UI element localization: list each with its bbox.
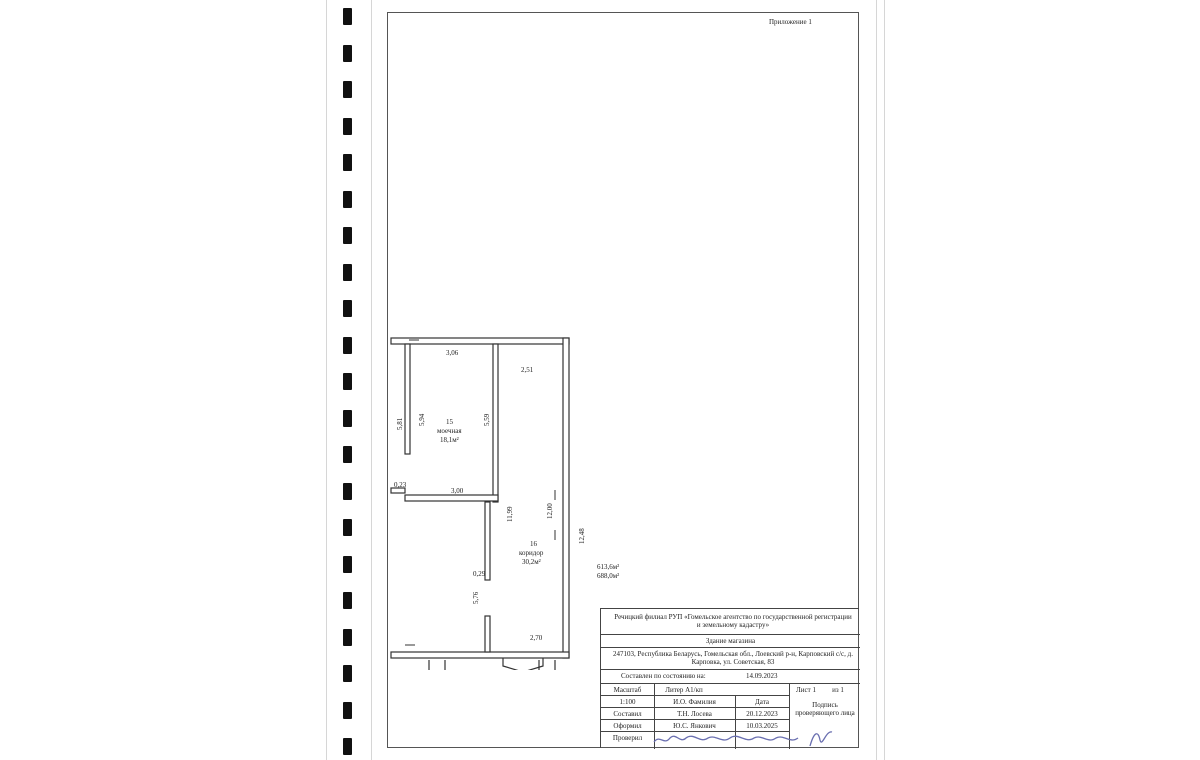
building-name: Здание магазина xyxy=(705,637,756,645)
dim-11-99: 11,99 xyxy=(506,506,514,522)
compiled-label: Составлен по состоянию на: xyxy=(621,672,706,680)
dim-5-59: 5,59 xyxy=(483,413,491,426)
room-16-number: 16 xyxy=(530,540,537,548)
scale-value: 1:100 xyxy=(619,698,636,706)
binder-ring xyxy=(343,227,352,244)
signature-header: Подпись проверяющего лица xyxy=(795,701,855,717)
dim-2-70: 2,70 xyxy=(530,634,543,642)
page-edge-line xyxy=(371,0,372,760)
binder-ring xyxy=(343,373,352,390)
date-compiled: 20.12.2023 xyxy=(746,710,778,718)
column-name-header: И.О. Фамилия xyxy=(673,698,716,706)
handwritten-signature xyxy=(650,726,840,750)
appendix-label: Приложение 1 xyxy=(769,18,812,26)
binder-ring xyxy=(343,519,352,536)
binder-ring xyxy=(343,483,352,500)
binder-ring xyxy=(343,629,352,646)
sheet-number: Лист 1 xyxy=(796,686,816,694)
role-formatted: Оформил xyxy=(613,722,642,730)
binder-ring xyxy=(343,191,352,208)
binder-ring xyxy=(343,337,352,354)
binder-ring xyxy=(343,702,352,719)
binder-ring xyxy=(343,592,352,609)
room-15-name: моечная xyxy=(437,427,462,435)
dim-12-48: 12,48 xyxy=(578,528,586,544)
room-16-name: коридор xyxy=(519,549,544,557)
binder-ring xyxy=(343,300,352,317)
name-compiled: Т.Н. Лосева xyxy=(677,710,712,718)
address-text: 247103, Республика Беларусь, Гомельская обл., Лоевский р-н, Карповский с/с, д. Карповка, ул. Советская, 83 xyxy=(613,650,853,666)
date-formatted: 10.03.2025 xyxy=(746,722,778,730)
total-area-2: 688,0м² xyxy=(597,572,620,580)
binder-ring xyxy=(343,446,352,463)
role-checked: Проверил xyxy=(612,734,643,742)
binder-ring xyxy=(343,665,352,682)
compiled-date: 14.09.2023 xyxy=(746,672,778,680)
binder-ring xyxy=(343,8,352,25)
name-formatted: Ю.С. Янкович xyxy=(673,722,716,730)
total-area-1: 613,6м² xyxy=(597,563,620,571)
scale-label: Масштаб xyxy=(613,686,642,694)
dim-5-76: 5,76 xyxy=(472,591,480,604)
floor-plan xyxy=(385,330,585,670)
binder-ring xyxy=(343,556,352,573)
page-edge-line xyxy=(876,0,877,760)
dim-12-00: 12,00 xyxy=(546,503,554,519)
litera: Литер А1/кп xyxy=(665,686,703,694)
binder-ring xyxy=(343,154,352,171)
binder-ring xyxy=(343,738,352,755)
binder-ring xyxy=(343,45,352,62)
page-edge-line xyxy=(884,0,885,760)
binder-ring xyxy=(343,410,352,427)
dim-2-51: 2,51 xyxy=(521,366,534,374)
dim-5-81: 5,81 xyxy=(396,417,404,430)
page-edge-line xyxy=(326,0,327,760)
binder-ring xyxy=(343,264,352,281)
column-date-header: Дата xyxy=(755,698,769,706)
organization-text: Речицкий филиал РУП «Гомельское агентство по государственной регистрации и земельному кадастру» xyxy=(614,613,852,629)
binder-ring xyxy=(343,118,352,135)
dim-5-94: 5,94 xyxy=(418,413,426,426)
room-16-area: 30,2м² xyxy=(522,558,541,566)
dim-0-29: 0,29 xyxy=(473,570,486,578)
dim-3-06: 3,06 xyxy=(446,349,459,357)
room-15-area: 18,1м² xyxy=(440,436,459,444)
dim-0-23: 0,23 xyxy=(394,481,407,489)
binder-ring xyxy=(343,81,352,98)
dim-3-00: 3,00 xyxy=(451,487,464,495)
role-compiled: Составил xyxy=(613,710,642,718)
sheet-total: из 1 xyxy=(832,686,844,694)
room-15-number: 15 xyxy=(446,418,453,426)
